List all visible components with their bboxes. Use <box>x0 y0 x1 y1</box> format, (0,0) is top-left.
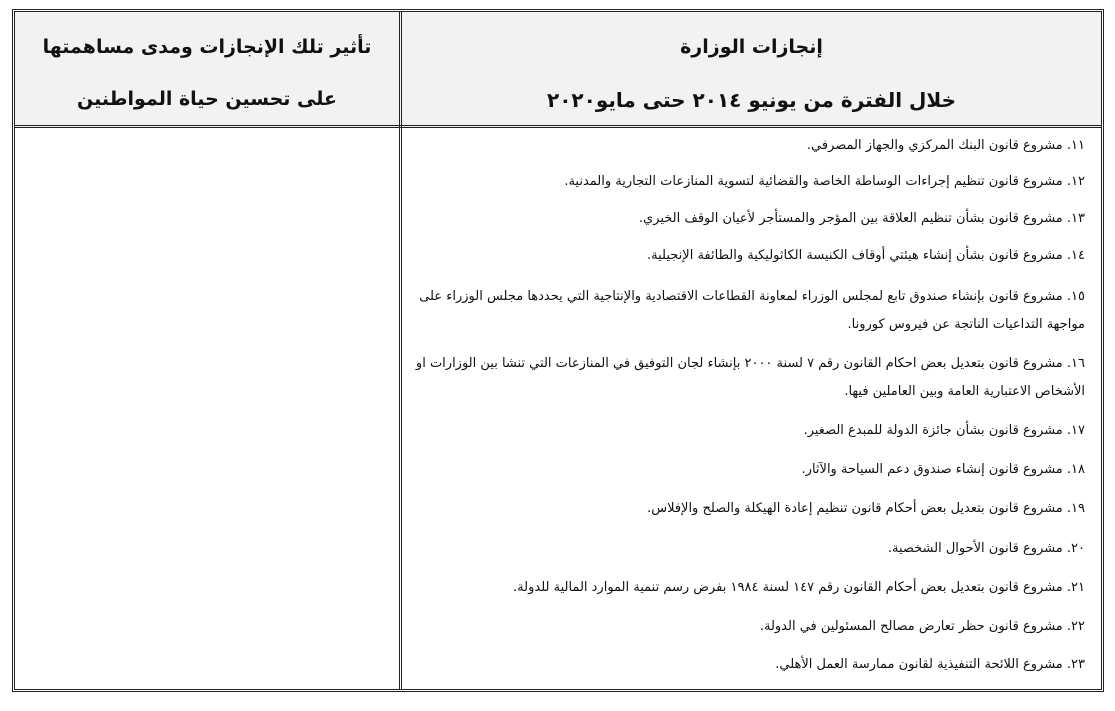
list-item: ١١. مشروع قانون البنك المركزي والجهاز المصرفي. <box>806 138 1085 153</box>
achievements-table <box>12 9 1104 692</box>
list-item: ١٢. مشروع قانون تنظيم إجراءات الوساطة الخاصة والقضائية لتسوية المنازعات التجارية والمدنية. <box>564 174 1085 189</box>
achievements-list <box>402 128 1101 689</box>
list-item: ١٥. مشروع قانون بإنشاء صندوق تابع لمجلس الوزراء لمعاونة القطاعات الاقتصادية والإنتاجية التي يحددها مجلس الوزراء على مواجهة التداعيات الناتجة عن فيروس كورونا. <box>419 289 1085 332</box>
table-header <box>15 12 1101 128</box>
list-item: ١٤. مشروع قانون بشأن إنشاء هيئتي أوقاف الكنيسة الكاثوليكية والطائفة الإنجيلية. <box>647 248 1085 263</box>
list-item: ١٦. مشروع قانون بتعديل بعض احكام القانون رقم ٧ لسنة ٢٠٠٠ بإنشاء لجان التوفيق في المنازعات التي تنشا بين الوزارات او الأشخاص الاعتبارية العامة وبين العاملين فيها. <box>415 356 1085 399</box>
list-item: ١٣. مشروع قانون بشأن تنظيم العلاقة بين المؤجر والمستأجر لأعيان الوقف الخيري. <box>638 211 1085 226</box>
list-item: ١٩. مشروع قانون بتعديل بعض أحكام قانون تنظيم إعادة الهيكلة والصلح والإفلاس. <box>647 501 1085 516</box>
list-item: ٢٢. مشروع قانون حظر تعارض مصالح المسئولين في الدولة. <box>759 619 1085 634</box>
list-item: ١٨. مشروع قانون إنشاء صندوق دعم السياحة والآثار. <box>801 462 1085 477</box>
list-item: ٢١. مشروع قانون بتعديل بعض أحكام القانون رقم ١٤٧ لسنة ١٩٨٤ بفرض رسم تنمية الموارد المالية للدولة. <box>513 580 1085 595</box>
list-item: ٢٣. مشروع اللائحة التنفيذية لقانون ممارسة العمل الأهلي. <box>775 657 1085 672</box>
header-impact-line1: تأثير تلك الإنجازات ومدى مساهمتها <box>42 36 372 58</box>
list-item: ٢٠. مشروع قانون الأحوال الشخصية. <box>887 541 1085 556</box>
header-achievements-cell <box>402 12 1101 125</box>
list-item: ١٧. مشروع قانون بشأن جائزة الدولة للمبدع الصغير. <box>803 423 1085 438</box>
header-impact-cell <box>15 12 399 125</box>
header-impact-line2: على تحسين حياة المواطنين <box>77 88 337 110</box>
header-achievements-title: إنجازات الوزارة <box>680 36 823 58</box>
header-period: خلال الفترة من يونيو ٢٠١٤ حتى مايو٢٠٢٠ <box>547 88 956 112</box>
